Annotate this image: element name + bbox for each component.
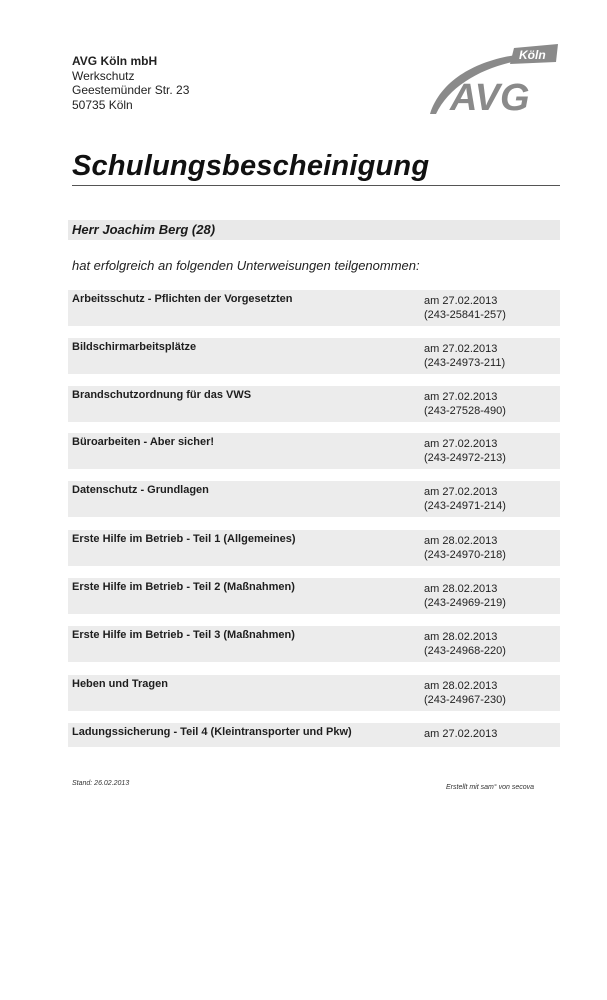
created-with-note: Erstellt mit sam° von secova bbox=[446, 784, 534, 791]
street: Geestemünder Str. 23 bbox=[72, 83, 190, 97]
title-divider bbox=[72, 185, 560, 186]
course-date: am 28.02.2013 bbox=[424, 680, 498, 692]
course-date: am 28.02.2013 bbox=[424, 535, 498, 547]
sender-address bbox=[72, 54, 189, 112]
course-date: am 27.02.2013 bbox=[424, 343, 498, 355]
course-name: Heben und Tragen bbox=[72, 678, 168, 690]
participant-name: Herr Joachim Berg (28) bbox=[72, 222, 216, 237]
course-code: (243-27528-490) bbox=[424, 405, 506, 417]
course-code: (243-24969-219) bbox=[424, 597, 506, 609]
course-row bbox=[68, 723, 560, 747]
course-name: Bildschirmarbeitsplätze bbox=[72, 341, 197, 353]
department: Werkschutz bbox=[72, 68, 135, 83]
course-code: (243-24972-213) bbox=[424, 452, 506, 464]
course-row bbox=[68, 578, 560, 614]
course-code: (243-24970-218) bbox=[424, 549, 506, 561]
course-row bbox=[68, 386, 560, 422]
course-name: Ladungssicherung - Teil 4 (Kleintransporter und Pkw) bbox=[72, 726, 352, 738]
course-row bbox=[68, 481, 560, 517]
avg-logo bbox=[424, 42, 560, 118]
course-date: am 27.02.2013 bbox=[424, 295, 498, 307]
course-code: (243-25841-257) bbox=[424, 309, 506, 321]
logo-badge-text: Köln bbox=[519, 48, 546, 62]
course-date: am 27.02.2013 bbox=[424, 438, 498, 450]
course-code: (243-24971-214) bbox=[424, 500, 506, 512]
course-row bbox=[68, 675, 560, 711]
course-code: (243-24967-230) bbox=[424, 694, 506, 706]
course-date: am 28.02.2013 bbox=[424, 583, 498, 595]
course-code: (243-24968-220) bbox=[424, 645, 506, 657]
course-name: Büroarbeiten - Aber sicher! bbox=[72, 436, 215, 448]
course-name: Datenschutz - Grundlagen bbox=[72, 484, 209, 496]
course-row bbox=[68, 433, 560, 469]
course-row bbox=[68, 626, 560, 662]
course-name: Erste Hilfe im Betrieb - Teil 3 (Maßnahmen) bbox=[72, 629, 295, 641]
logo-main-text: AVG bbox=[450, 77, 530, 118]
course-date: am 27.02.2013 bbox=[424, 486, 498, 498]
course-date: am 27.02.2013 bbox=[424, 728, 498, 740]
stand-date: Stand: 26.02.2013 bbox=[72, 780, 130, 787]
course-row bbox=[68, 338, 560, 374]
course-name: Erste Hilfe im Betrieb - Teil 2 (Maßnahmen) bbox=[72, 581, 295, 593]
course-date: am 27.02.2013 bbox=[424, 391, 498, 403]
intro-text: hat erfolgreich an folgenden Unterweisungen teilgenommen: bbox=[72, 258, 420, 273]
course-name: Arbeitsschutz - Pflichten der Vorgesetzten bbox=[72, 293, 293, 305]
course-row bbox=[68, 530, 560, 566]
document-title: Schulungsbescheinigung bbox=[72, 150, 430, 182]
course-date: am 28.02.2013 bbox=[424, 631, 498, 643]
course-code: (243-24973-211) bbox=[424, 357, 506, 369]
course-name: Erste Hilfe im Betrieb - Teil 1 (Allgemeines) bbox=[72, 533, 296, 545]
course-row bbox=[68, 290, 560, 326]
company-name: AVG Köln mbH bbox=[72, 54, 158, 68]
participant-bar bbox=[68, 220, 560, 240]
course-name: Brandschutzordnung für das VWS bbox=[72, 389, 252, 401]
city: 50735 Köln bbox=[72, 97, 133, 112]
